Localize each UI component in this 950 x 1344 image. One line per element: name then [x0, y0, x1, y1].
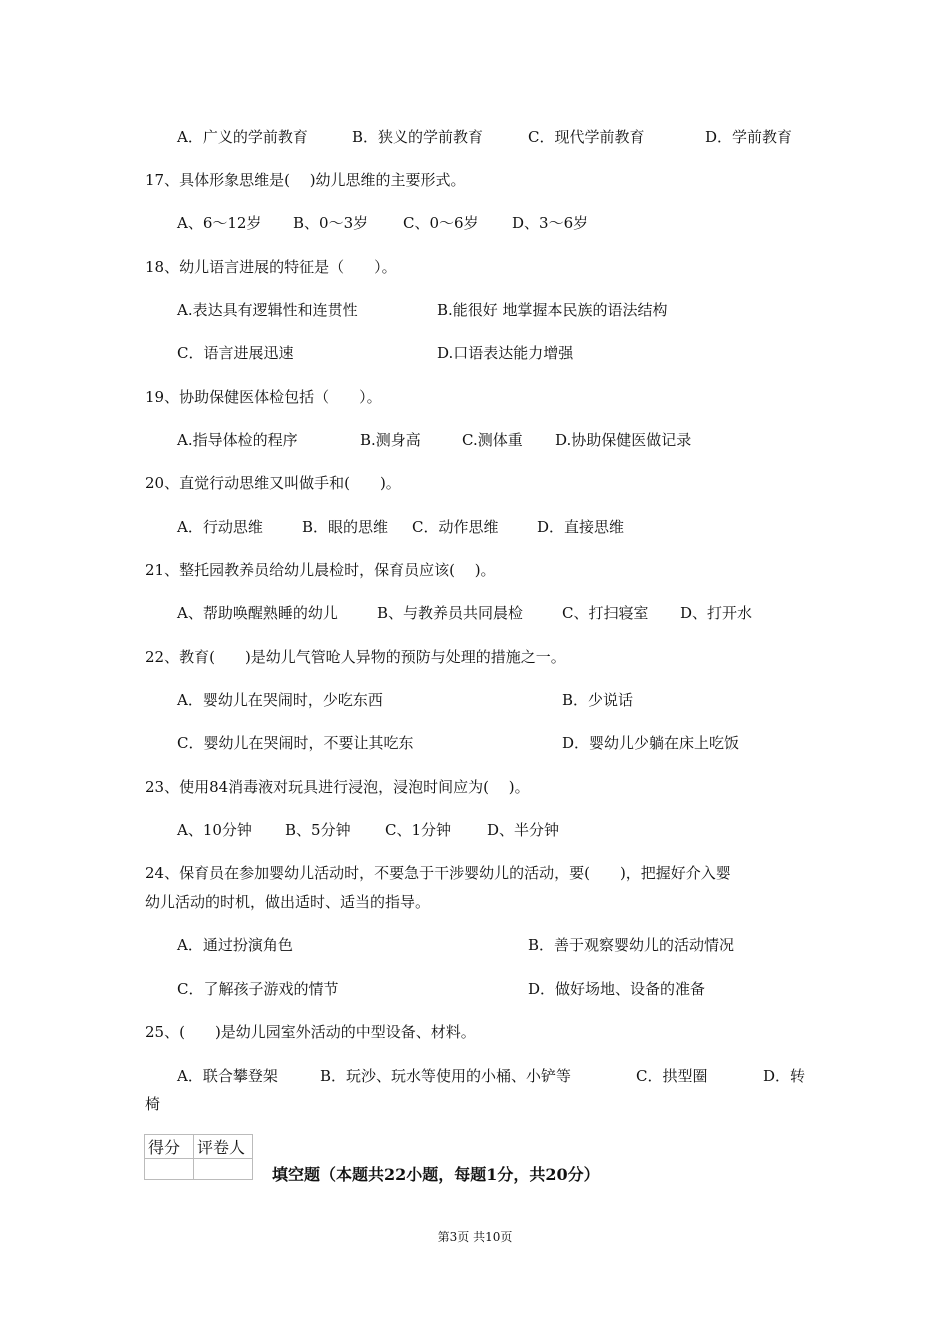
grader-header: 评卷人	[194, 1135, 253, 1159]
q23-option-d: D、半分钟	[487, 821, 560, 839]
q16-option-a: A．广义的学前教育	[177, 128, 308, 146]
q18-option-d: D.口语表达能力增强	[437, 344, 574, 362]
q19-option-a: A.指导体检的程序	[177, 431, 298, 449]
question-24-line-1: 24、保育员在参加婴幼儿活动时，不要急于干涉婴幼儿的活动，要( )，把握好介入婴	[145, 864, 731, 882]
question-24-line-2: 幼儿活动的时机，做出适时、适当的指导。	[145, 893, 431, 911]
q21-option-a: A、帮助唤醒熟睡的幼儿	[177, 604, 338, 622]
question-23: 23、使用84消毒液对玩具进行浸泡，浸泡时间应为( )。	[145, 778, 530, 796]
q19-option-d: D.协助保健医做记录	[555, 431, 692, 449]
q16-option-d: D．学前教育	[705, 128, 793, 146]
question-20: 20、直觉行动思维又叫做手和( )。	[145, 474, 401, 492]
q22-option-a: A．婴幼儿在哭闹时，少吃东西	[177, 691, 383, 709]
q23-option-a: A、10分钟	[177, 821, 252, 839]
q24-option-d: D．做好场地、设备的准备	[528, 980, 706, 998]
q19-option-c: C.测体重	[462, 431, 523, 449]
q22-option-b: B．少说话	[562, 691, 634, 709]
q17-option-b: B、0～3岁	[293, 214, 369, 232]
q22-option-c: C．婴幼儿在哭闹时，不要让其吃东	[177, 734, 414, 752]
q21-option-d: D、打开水	[680, 604, 753, 622]
q25-option-b: B．玩沙、玩水等使用的小桶、小铲等	[320, 1067, 572, 1085]
q24-option-b: B．善于观察婴幼儿的活动情况	[528, 936, 735, 954]
q24-option-a: A．通过扮演角色	[177, 936, 293, 954]
q19-option-b: B.测身高	[360, 431, 421, 449]
q20-option-b: B．眼的思维	[302, 518, 389, 536]
section-title: 填空题（本题共22小题，每题1分，共20分）	[272, 1165, 600, 1184]
q16-option-b: B．狭义的学前教育	[352, 128, 484, 146]
q18-option-b: B.能很好 地掌握本民族的语法结构	[437, 301, 668, 319]
q23-option-c: C、1分钟	[385, 821, 452, 839]
q17-option-c: C、0～6岁	[403, 214, 479, 232]
q25-option-d: D．转	[763, 1067, 806, 1085]
page-footer: 第3页 共10页	[437, 1230, 513, 1244]
question-21: 21、整托园教养员给幼儿晨检时，保育员应该( )。	[145, 561, 496, 579]
question-25: 25、( )是幼儿园室外活动的中型设备、材料。	[145, 1023, 476, 1041]
score-table	[144, 1134, 253, 1180]
q17-option-d: D、3～6岁	[512, 214, 589, 232]
q22-option-d: D．婴幼儿少躺在床上吃饭	[562, 734, 740, 752]
q24-option-c: C．了解孩子游戏的情节	[177, 980, 339, 998]
q21-option-b: B、与教养员共同晨检	[377, 604, 524, 622]
q23-option-b: B、5分钟	[285, 821, 351, 839]
q17-option-a: A、6～12岁	[177, 214, 262, 232]
q25-option-c: C．拱型圈	[636, 1067, 708, 1085]
q20-option-d: D．直接思维	[537, 518, 625, 536]
question-17: 17、具体形象思维是( )幼儿思维的主要形式。	[145, 171, 466, 189]
q20-option-a: A．行动思维	[177, 518, 263, 536]
q16-option-c: C．现代学前教育	[528, 128, 645, 146]
score-header: 得分	[145, 1135, 194, 1159]
score-cell	[145, 1159, 194, 1180]
q25-option-a: A．联合攀登架	[177, 1067, 278, 1085]
q25-option-d-wrap: 椅	[145, 1095, 161, 1113]
q18-option-c: C．语言进展迅速	[177, 344, 294, 362]
q20-option-c: C．动作思维	[412, 518, 499, 536]
q21-option-c: C、打扫寝室	[562, 604, 649, 622]
question-22: 22、教育( )是幼儿气管呛人异物的预防与处理的措施之一。	[145, 648, 566, 666]
question-19: 19、协助保健医体检包括（ ）。	[145, 388, 382, 406]
grader-cell	[194, 1159, 253, 1180]
question-18: 18、幼儿语言进展的特征是（ ）。	[145, 258, 397, 276]
q18-option-a: A.表达具有逻辑性和连贯性	[177, 301, 358, 319]
